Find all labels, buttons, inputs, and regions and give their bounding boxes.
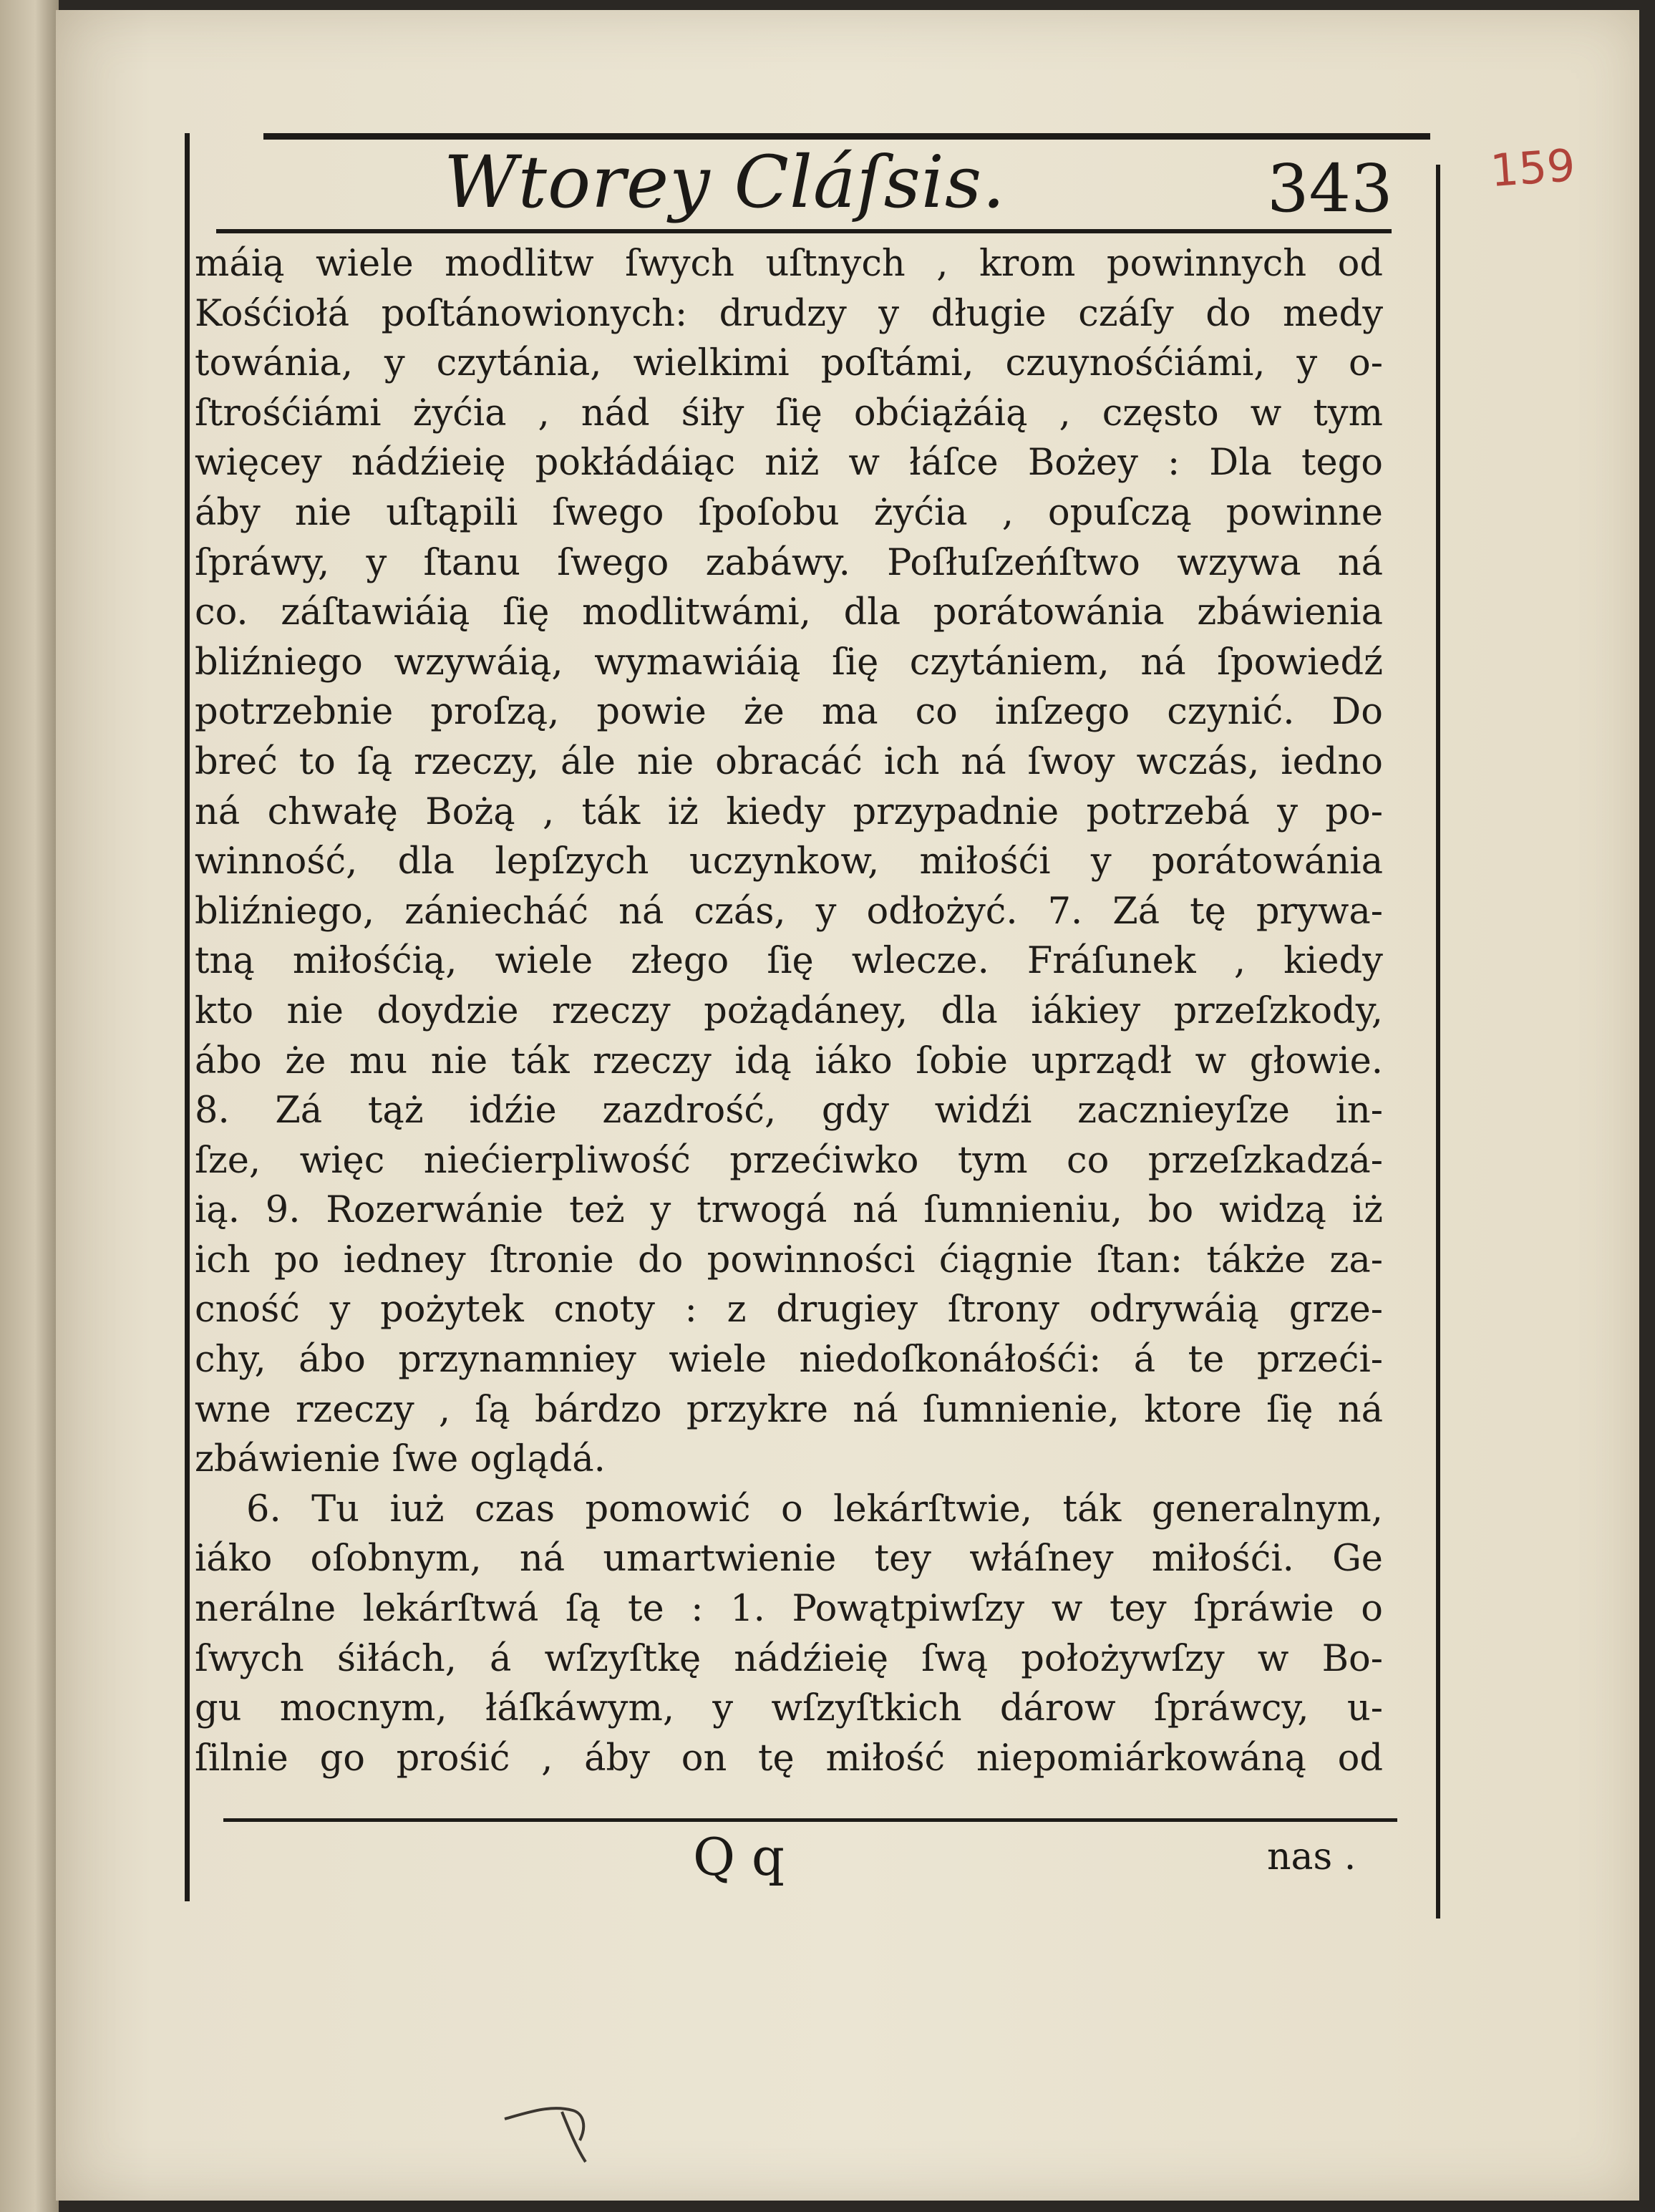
text-line: towánia, y czytánia, wielkimi poſtámi, czuynośćiámi, y o-: [195, 342, 1383, 385]
catchword: nas .: [1267, 1835, 1356, 1878]
previous-page-edge: [0, 0, 59, 2212]
text-line: máią wiele modlitw ſwych uſtnych , krom powinnych od: [195, 243, 1383, 285]
running-title: Wtorey Cláſsis.: [444, 140, 1006, 224]
text-line: Kośćiołá poſtánowionych: drudzy y długie czáſy do medy: [195, 292, 1383, 335]
top-rule: [263, 133, 1430, 140]
paragraph-6-line: gu mocnym, łáſkáwym, y wſzyſtkich dárow ſpráwcy, u-: [195, 1687, 1383, 1730]
text-line: ich po iedney ſtronie do powinności ćiągnie ſtan: tákże za-: [195, 1238, 1383, 1281]
text-line: potrzebnie proſzą, powie że ma co inſzego czynić. Do: [195, 691, 1383, 734]
text-line: cność y pożytek cnoty : z drugiey ſtrony odrywáią grze-: [195, 1289, 1383, 1331]
text-line: 8. Zá tąż idźie zazdrość, gdy widźi zacznieyſze in-: [195, 1090, 1383, 1132]
bottom-rule: [223, 1818, 1397, 1822]
text-line: ná chwałę Bożą , ták iż kiedy przypadnie potrzebá y po-: [195, 790, 1383, 833]
text-line: winność, dla lepſzych uczynkow, miłośći y porátowánia: [195, 840, 1383, 883]
text-line: wne rzeczy , ſą bárdzo przykre ná ſumnienie, ktore ſię ná: [195, 1388, 1383, 1431]
left-border-line: [185, 133, 190, 1901]
text-line: ſze, więc niećierpliwość przećiwko tym co przeſzkadzá-: [195, 1139, 1383, 1182]
text-line: ábo że mu nie ták rzeczy idą iáko ſobie uprządł w głowie.: [195, 1039, 1383, 1082]
text-line: ſtrośćiámi żyćia , nád śiły ſię obćiążáią , często w tym: [195, 392, 1383, 435]
paragraph-6-line: 6. Tu iuż czas pomowić o lekárſtwie, ták generalnym,: [246, 1488, 1383, 1531]
ink-scribble-mark: [501, 2090, 616, 2169]
signature-mark: Q q: [693, 1827, 785, 1887]
text-line: zbáwienie ſwe oglądá.: [195, 1438, 606, 1481]
paragraph-6-line: nerálne lekárſtwá ſą te : 1. Powątpiwſzy w tey ſpráwie o: [195, 1588, 1383, 1631]
text-line: chy, ábo przynamniey wiele niedoſkonáłośći: á te przeći-: [195, 1339, 1383, 1382]
page-number: 343: [1267, 150, 1393, 227]
header-rule: [216, 229, 1392, 233]
paragraph-6-line: iáko oſobnym, ná umartwienie tey włáſney miłośći. Ge: [195, 1538, 1383, 1581]
text-line: kto nie doydzie rzeczy pożądáney, dla iákiey przeſzkody,: [195, 989, 1383, 1032]
text-line: bliźniego wzywáią, wymawiáią ſię czytániem, ná ſpowiedź: [195, 641, 1383, 684]
text-line: co. záſtawiáią ſię modlitwámi, dla porátowánia zbáwienia: [195, 591, 1383, 634]
paragraph-6-line: ſwych śiłách, á wſzyſtkę nádźieię ſwą położywſzy w Bo-: [195, 1637, 1383, 1680]
text-line: ſpráwy, y ſtanu ſwego zabáwy. Poſłuſzeńſtwo wzywa ná: [195, 541, 1383, 584]
text-line: tną miłośćią, wiele złego ſię wlecze. Fráſunek , kiedy: [195, 940, 1383, 983]
text-line: breć to ſą rzeczy, ále nie obracáć ich ná ſwoy wczás, iedno: [195, 740, 1383, 783]
main-text: [195, 239, 1383, 1783]
paragraph-6-line: ſilnie go prośić , áby on tę miłość niepomiárkowáną od: [195, 1737, 1383, 1780]
text-line: więcey nádźieię pokłádáiąc niż w łáſce Bożey : Dla tego: [195, 442, 1383, 485]
handwritten-folio-number: 159: [1488, 138, 1577, 198]
text-line: bliźniego, zániecháć ná czás, y odłożyć. 7. Zá tę prywa-: [195, 890, 1383, 933]
text-line: ią. 9. Rozerwánie też y trwogá ná ſumnieniu, bo widzą iż: [195, 1189, 1383, 1232]
text-line: áby nie uſtąpili ſwego ſpoſobu żyćia , opuſczą powinne: [195, 491, 1383, 534]
right-border-line: [1436, 165, 1440, 1918]
